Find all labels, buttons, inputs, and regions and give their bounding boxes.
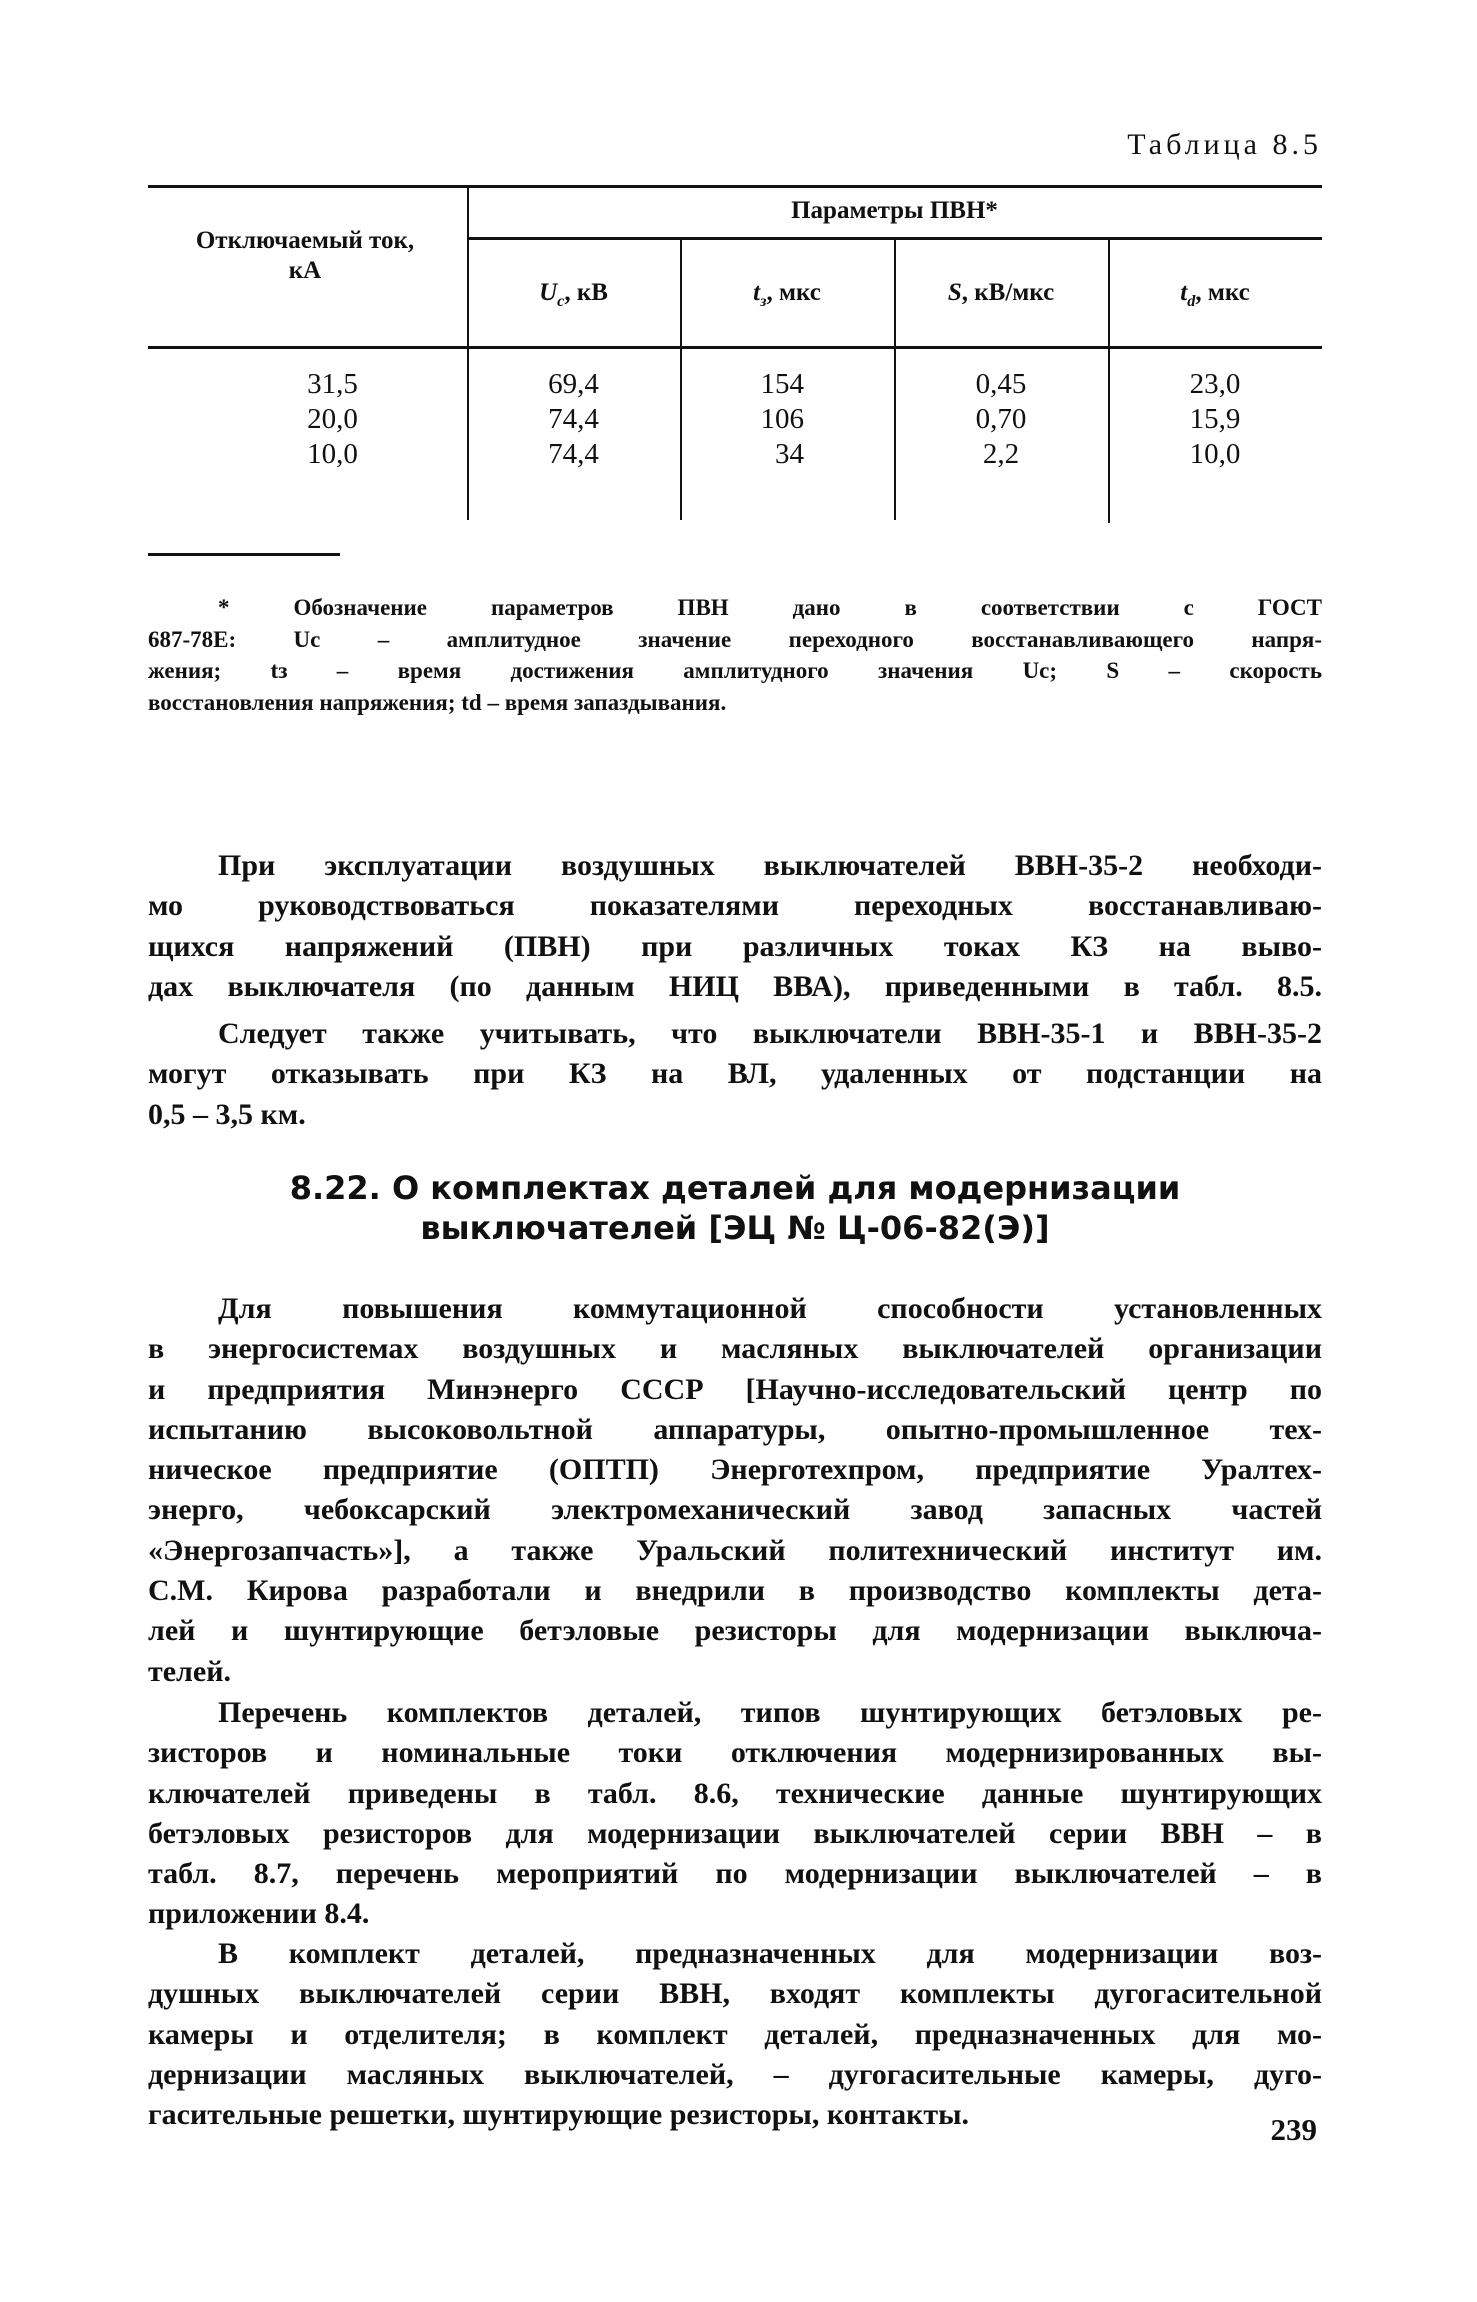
text-line: камеры и отделителя; в комплект деталей, предназначенных для мо- [148,2017,1322,2051]
text-line: энерго, чебоксарский электромеханический завод запасных частей [148,1493,1322,1527]
column-header: S, кВ/мкс [947,279,1055,306]
text-line: ническое предприятие (ОПТП) Энерготехпром, предприятие Уралтех- [148,1453,1322,1487]
column-header: $t_d$, мкс [1180,279,1250,310]
table-cell: 74,4 [548,438,599,470]
header-current: Отключаемый ток, кА [195,227,415,284]
text-line: 687-78Е: Uc – амплитудное значение переходного восстанавливающего напря- [148,626,1322,652]
text-line: испытанию высоковольтной аппаратуры, опытно-промышленное тех- [148,1412,1322,1446]
paragraph [148,1934,1322,2135]
table-column-values [1108,367,1322,472]
text-line: приложении 8.4. [148,1897,370,1931]
text-line: зисторов и номинальные токи отключения модернизированных вы- [148,1736,1322,1770]
text-line: В комплект деталей, предназначенных для модернизации воз- [218,1937,1322,1970]
text-line: Для повышения коммутационной способности установленных [218,1292,1322,1325]
table-cell: 74,4 [548,403,599,435]
table-cell: 0,45 [975,368,1027,400]
text-line: ключателей приведены в табл. 8.6, технические данные шунтирующих [148,1776,1322,1810]
table-column-values [173,367,492,472]
text-line: табл. 8.7, перечень мероприятий по модернизации выключателей – в [148,1857,1322,1891]
text-line: в энергосистемах воздушных и масляных выключателей организации [148,1332,1322,1366]
table-cell: 0,70 [975,403,1027,435]
text-line: «Энергозапчасть»], а также Уральский политехнический институт им. [148,1533,1322,1567]
table-cell: 31,5 [307,368,358,400]
table-cell: 23,0 [1189,368,1241,400]
table-cell: 10,0 [307,438,358,470]
table-cell: 154 [760,368,804,400]
footnote-rule [148,553,340,556]
column-header: $U_c$, кВ [539,279,608,310]
text-line: лей и шунтирующие бетэловые резисторы для модернизации выключа- [148,1614,1322,1648]
text-line: мо руководствоваться показателями переходных восстанавливаю- [148,889,1322,923]
text-line: Следует также учитывать, что выключатели ВВН-35-1 и ВВН-35-2 [218,1017,1322,1050]
text-line: дернизации масляных выключателей, – дугогасительные камеры, дуго- [148,2057,1322,2091]
text-line: и предприятия Минэнерго СССР [Научно-исследовательский центр по [148,1372,1322,1406]
footnote [148,592,1322,718]
table-caption: Таблица 8.5 [1127,128,1322,161]
text-line: душных выключателей серии ВВН, входят комплекты дугогасительной [148,1977,1322,2011]
table-column-values [467,367,680,472]
text-line: жения; tз – время достижения амплитудного значения Uc; S – скорость [148,658,1322,683]
section-heading-line: выключателей [ЭЦ № Ц-06-82(Э)] [420,1209,1050,1247]
page-number: 239 [1270,2112,1317,2147]
section-heading [148,1168,1322,1248]
table-column-values [680,367,894,472]
paragraph [148,1014,1322,1135]
text-line: дах выключателя (по данным НИЦ ВВА), приведенными в табл. 8.5. [148,969,1322,1003]
column-header: $t_з$, мкс [753,279,821,310]
table-top-rule [148,185,1322,188]
table-cell: 69,4 [548,368,599,400]
table-header-rule [148,346,1322,349]
table-cell: 15,9 [1189,403,1241,435]
paragraph [148,1289,1322,1692]
table-cell: 2,2 [982,438,1020,470]
header-group: Параметры ПВН* [791,197,998,224]
text-line: телей. [148,1654,231,1688]
text-line: 0,5 – 3,5 км. [148,1097,306,1131]
table-cell: 10,0 [1189,438,1241,470]
table-cell: 106 [760,403,804,435]
text-line: * Обозначение параметров ПВН дано в соответствии с ГОСТ [218,595,1322,620]
text-line: При эксплуатации воздушных выключателей ВВН-35-2 необходи- [218,849,1322,882]
table-column-values [894,367,1108,472]
text-line: гасительные решетки, шунтирующие резисторы, контакты. [148,2098,970,2132]
section-heading-line: 8.22. О комплектах деталей для модернизации [289,1169,1181,1207]
text-line: С.М. Кирова разработали и внедрили в производство комплекты дета- [148,1574,1322,1608]
paragraph [148,1693,1322,1935]
text-line: могут отказывать при КЗ на ВЛ, удаленных от подстанции на [148,1057,1322,1091]
text-line: восстановления напряжения; td – время запаздывания. [148,689,727,715]
paragraph [148,846,1322,1007]
text-line: щихся напряжений (ПВН) при различных токах КЗ на выво- [148,929,1322,963]
text-line: Перечень комплектов деталей, типов шунтирующих бетэловых ре- [218,1696,1322,1729]
table-cell: 34 [775,438,804,470]
table-cell: 20,0 [307,403,358,435]
text-line: бетэловых резисторов для модернизации выключателей серии ВВН – в [148,1816,1322,1850]
